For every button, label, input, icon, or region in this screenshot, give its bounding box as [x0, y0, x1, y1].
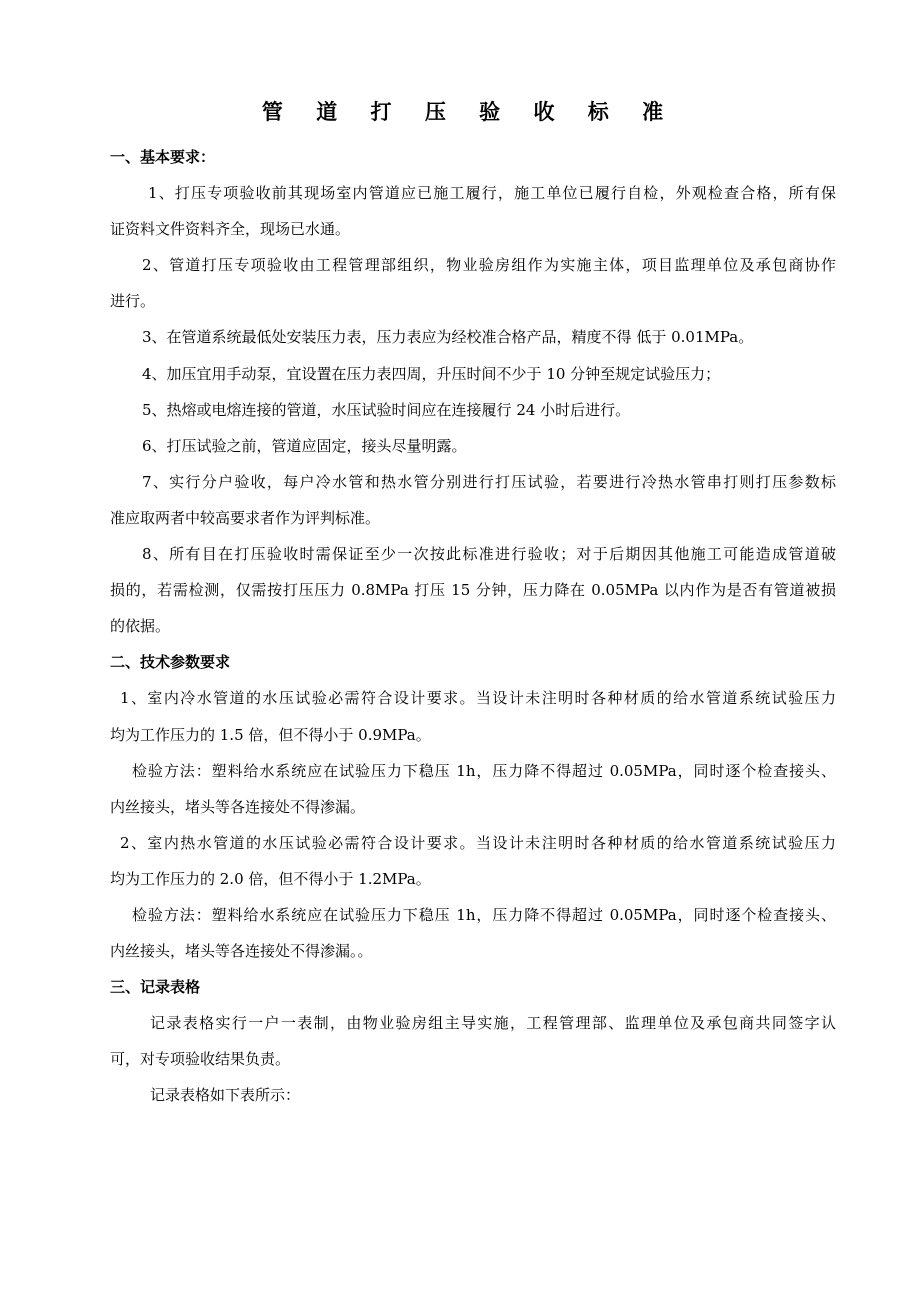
- section: [110, 969, 836, 1113]
- paragraph: [110, 319, 836, 355]
- paragraph-line: 1、室内冷水管道的水压试验必需符合设计要求。当设计未注明时各种材质的给水管道系统试验压力: [120, 689, 836, 708]
- paragraph-line: 7、实行分户验收，每户冷水管和热水管分别进行打压试验，若要进行冷热水管串打则打压参数标: [142, 472, 836, 491]
- paragraph-line: 4、加压宜用手动泵，宜设置在压力表四周，升压时间不少于 10 分钟至规定试验压力；: [142, 364, 721, 383]
- paragraph: [110, 825, 836, 897]
- paragraph: [110, 1077, 836, 1113]
- paragraph-line: 证资料文件资料齐全，现场已水通。: [110, 220, 351, 239]
- paragraph-line: 均为工作压力的 2.0 倍，但不得小于 1.2MPa。: [110, 869, 431, 888]
- paragraph: [110, 247, 836, 319]
- paragraph: [110, 428, 836, 464]
- paragraph-line: 记录表格实行一户一表制，由物业验房组主导实施，工程管理部、监理单位及承包商共同签字认: [150, 1014, 836, 1033]
- document-title: 管 道 打 压 验 收 标 准: [261, 99, 677, 124]
- paragraph: [110, 1005, 836, 1077]
- paragraph-line: 2、管道打压专项验收由工程管理部组织，物业验房组作为实施主体，项目监理单位及承包商协作: [142, 256, 836, 275]
- paragraph-line: 检验方法：塑料给水系统应在试验压力下稳压 1h，压力降不得超过 0.05MPa，同时逐个检查接头、: [132, 761, 836, 780]
- paragraph-line: 均为工作压力的 1.5 倍，但不得小于 0.9MPa。: [110, 725, 431, 744]
- paragraph-line: 的依据。: [110, 617, 171, 636]
- paragraph: [110, 753, 836, 825]
- document-body: [110, 139, 836, 1114]
- paragraph-line: 5、热熔或电熔连接的管道，水压试验时间应在连接履行 24 小时后进行。: [142, 400, 631, 419]
- paragraph: [110, 464, 836, 536]
- paragraph-line: 可，对专项验收结果负责。: [110, 1050, 291, 1069]
- section: [110, 644, 836, 969]
- paragraph: [110, 680, 836, 752]
- paragraph: [110, 897, 836, 969]
- paragraph-line: 2、室内热水管道的水压试验必需符合设计要求。当设计未注明时各种材质的给水管道系统试验压力: [120, 833, 836, 852]
- paragraph-line: 检验方法：塑料给水系统应在试验压力下稳压 1h，压力降不得超过 0.05MPa，同时逐个检查接头、: [132, 905, 836, 924]
- paragraph-line: 记录表格如下表所示：: [150, 1086, 301, 1105]
- paragraph: [110, 392, 836, 428]
- paragraph-line: 准应取两者中较高要求者作为评判标准。: [110, 508, 381, 527]
- paragraph-line: 损的，若需检测，仅需按打压压力 0.8MPa 打压 15 分钟，压力降在 0.05MPa 以内作为是否有管道被损: [110, 581, 836, 600]
- paragraph-line: 内丝接头，堵头等各连接处不得渗漏。。: [110, 942, 373, 961]
- paragraph-line: 1、打压专项验收前其现场室内管道应已施工履行，施工单位已履行自检，外观检查合格，所有保: [148, 184, 836, 203]
- paragraph-line: 6、打压试验之前，管道应固定，接头尽量明露。: [142, 436, 467, 455]
- section: [110, 139, 836, 644]
- section-heading: 二、技术参数要求: [110, 653, 231, 672]
- paragraph-line: 进行。: [110, 292, 156, 311]
- paragraph-line: 3、在管道系统最低处安装压力表，压力表应为经校准合格产品，精度不得 低于 0.01MPa。: [142, 328, 754, 347]
- section-heading: 三、记录表格: [110, 978, 201, 997]
- paragraph-line: 内丝接头，堵头等各连接处不得渗漏。: [110, 797, 366, 816]
- paragraph: [110, 356, 836, 392]
- paragraph: [110, 536, 836, 644]
- paragraph-line: 8、所有目在打压验收时需保证至少一次按此标准进行验收；对于后期因其他施工可能造成管道破: [142, 545, 836, 564]
- section-heading: 一、基本要求：: [110, 148, 216, 166]
- paragraph: [110, 175, 836, 247]
